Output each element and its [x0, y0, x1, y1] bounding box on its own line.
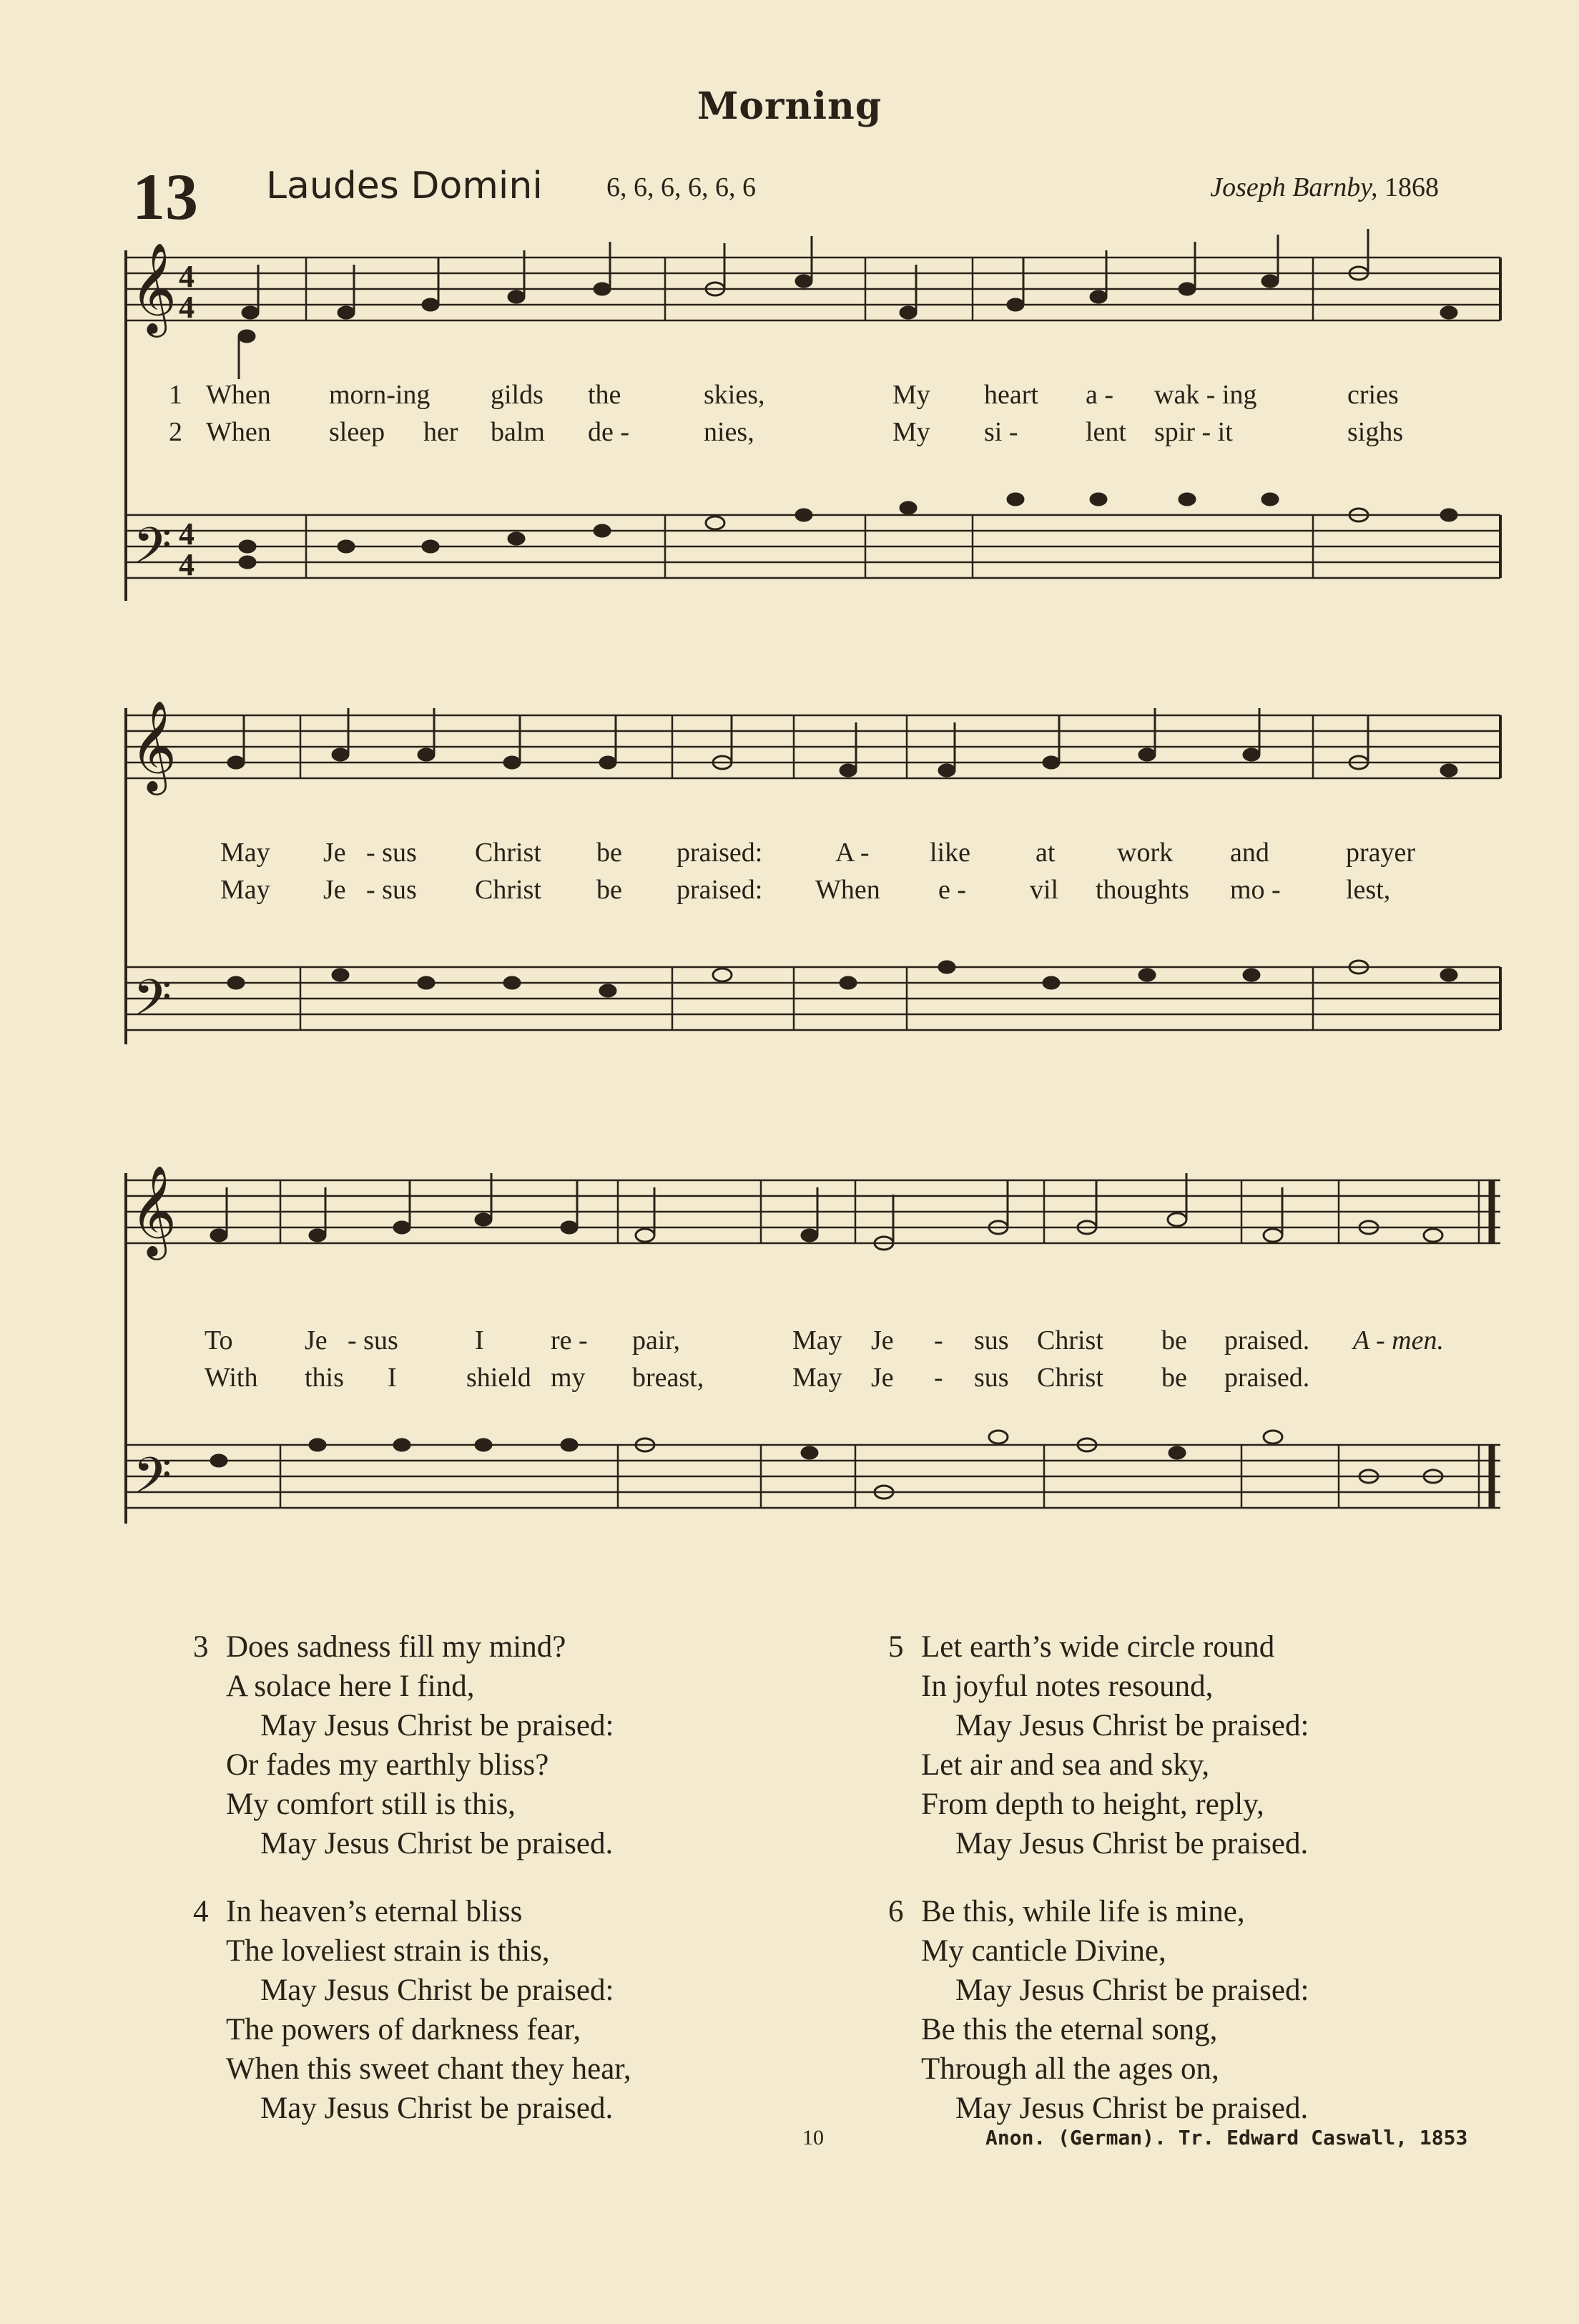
time-signature-bottom-bass: 4 — [179, 547, 195, 582]
tune-name: Laudes Domini — [266, 165, 543, 207]
hymn-number: 13 — [132, 160, 198, 233]
composer-year: 1868 — [1384, 172, 1439, 202]
time-signature-top: 4 — [179, 259, 195, 294]
verse-4: 4 In heaven’s eternal bliss The loveliest strain is this, May Jesus Christ be praised: The powers of darkness fear, When this sweet chant they hear, May Jesus Christ be praised. — [193, 1892, 631, 2128]
svg-text:𝄢: 𝄢 — [133, 1446, 172, 1516]
translator-credit: Anon. (German). Tr. Edward Caswall, 1853 — [985, 2126, 1468, 2149]
time-signature-top-bass: 4 — [179, 516, 195, 551]
svg-text:𝄢: 𝄢 — [133, 969, 172, 1039]
verse-3: 3 Does sadness fill my mind? A solace here I find, May Jesus Christ be praised: Or fades my earthly bliss? My comfort still is this, May Jesus Christ be praised. — [193, 1627, 614, 1863]
svg-text:𝄞: 𝄞 — [130, 242, 177, 333]
verse-number: 4 — [193, 1895, 209, 1928]
svg-text:𝄢: 𝄢 — [133, 516, 172, 587]
svg-text:𝄞: 𝄞 — [130, 700, 177, 791]
verse-6: 6 Be this, while life is mine, My canticle Divine, May Jesus Christ be praised: Be this the eternal song, Through all the ages on, May Jesus Christ be praised. — [888, 1892, 1309, 2128]
music-system-3 — [0, 1152, 1579, 1538]
verse-number: 6 — [888, 1895, 904, 1928]
meter: 6, 6, 6, 6, 6, 6 — [606, 172, 756, 202]
verse-number: 5 — [888, 1630, 904, 1664]
composer — [1210, 172, 1439, 203]
page-number: 10 — [802, 2126, 824, 2149]
composer-name: Joseph Barnby, — [1210, 172, 1378, 202]
verse-5: 5 Let earth’s wide circle round In joyful notes resound, May Jesus Christ be praised: Let air and sea and sky, From depth to height, reply, May Jesus Christ be praised. — [888, 1627, 1309, 1863]
svg-text:𝄞: 𝄞 — [130, 1165, 177, 1256]
section-title: Morning — [697, 84, 882, 128]
music-system-1 — [0, 229, 1579, 601]
time-signature-bottom: 4 — [179, 290, 195, 325]
verse-number: 3 — [193, 1630, 209, 1664]
